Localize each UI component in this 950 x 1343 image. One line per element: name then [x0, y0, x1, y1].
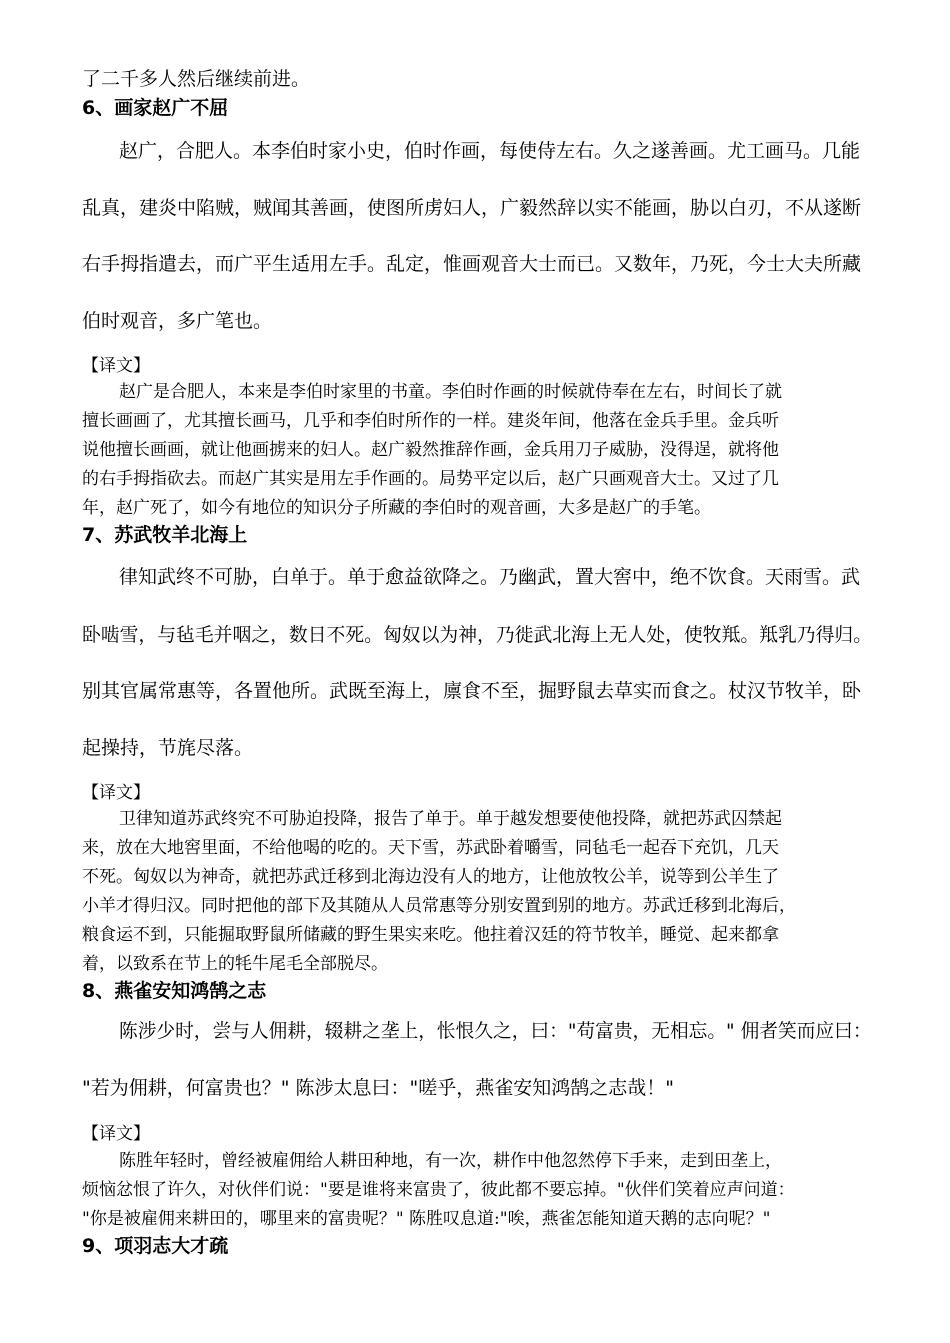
- section-heading-8: 8、燕雀安知鸿鹄之志: [82, 980, 267, 1002]
- original-line: 卧啮雪，与毡毛并咽之，数日不死。匈奴以为神，乃徙武北海上无人处，使牧羝。羝乳乃得归。: [82, 624, 873, 646]
- original-line: 赵广，合肥人。本李伯时家小史，伯时作画，每使侍左右。久之遂善画。尤工画马。几能: [119, 140, 861, 162]
- original-line: 乱真，建炎中陷贼，贼闻其善画，使图所虏妇人，广毅然辞以实不能画，胁以白刃，不从遂断: [82, 197, 862, 219]
- section-heading-9: 9、项羽志大才疏: [82, 1235, 229, 1257]
- translation-line: 赵广是合肥人，本来是李伯时家里的书童。李伯时作画的时候就侍奉在左右，时间长了就: [119, 382, 782, 402]
- translation-line: 粮食运不到，只能掘取野鼠所储藏的野生果实来吃。他拄着汉廷的符节牧羊，睡觉、起来都拿: [82, 925, 779, 945]
- translation-line: 着，以致系在节上的牦牛尾毛全部脱尽。: [82, 954, 388, 974]
- original-line: "若为佣耕，何富贵也？" 陈涉太息曰："嗟乎，燕雀安知鸿鹄之志哉！": [82, 1077, 674, 1099]
- translation-label: 【译文】: [82, 783, 150, 803]
- section-heading-6: 6、画家赵广不屈: [82, 97, 229, 119]
- translation-line: 卫律知道苏武终究不可胁迫投降，报告了单于。单于越发想要使他投降，就把苏武囚禁起: [119, 809, 782, 829]
- translation-label: 【译文】: [82, 1124, 150, 1144]
- translation-label: 【译文】: [82, 356, 150, 376]
- original-line: 别其官属常惠等，各置他所。武既至海上，廪食不至，掘野鼠去草实而食之。杖汉节牧羊，卧: [82, 680, 862, 702]
- translation-line: "你是被雇佣来耕田的，哪里来的富贵呢？" 陈胜叹息道:"唉，燕雀怎能知道天鹅的志向呢？": [82, 1209, 771, 1229]
- translation-line: 陈胜年轻时，曾经被雇佣给人耕田种地，有一次，耕作中他忽然停下手来，走到田垄上，: [119, 1151, 782, 1171]
- original-line: 起操持，节旄尽落。: [82, 737, 254, 759]
- translation-line: 不死。匈奴以为神奇，就把苏武迁移到北海边没有人的地方，让他放牧公羊，说等到公羊生了: [82, 867, 779, 887]
- continuation-line: 了二千多人然后继续前进。: [82, 68, 311, 90]
- translation-line: 擅长画画了，尤其擅长画马，几乎和李伯时所作的一样。建炎年间，他落在金兵手里。金兵听: [82, 411, 779, 431]
- section-heading-7: 7、苏武牧羊北海上: [82, 524, 248, 546]
- original-line: 右手拇指遣去，而广平生适用左手。乱定，惟画观音大士而已。又数年，乃死，今士大夫所藏: [82, 253, 862, 275]
- translation-line: 来，放在大地窖里面，不给他喝的吃的。天下雪，苏武卧着嚼雪，同毡毛一起吞下充饥，几天: [82, 838, 779, 858]
- original-line: 律知武终不可胁，白单于。单于愈益欲降之。乃幽武，置大窖中，绝不饮食。天雨雪。武: [119, 566, 861, 588]
- translation-line: 烦恼忿恨了许久，对伙伴们说："要是谁将来富贵了，彼此都不要忘掉。"伙伴们笑着应声问道：: [82, 1180, 795, 1200]
- translation-line: 年，赵广死了，如今有地位的知识分子所藏的李伯时的观音画，大多是赵广的手笔。: [82, 498, 711, 518]
- original-line: 陈涉少时，尝与人佣耕，辍耕之垄上，怅恨久之，曰："苟富贵，无相忘。" 佣者笑而应曰：: [119, 1020, 872, 1042]
- translation-line: 说他擅长画画，就让他画掳来的妇人。赵广毅然推辞作画，金兵用刀子威胁，没得逞，就将他: [82, 440, 779, 460]
- translation-line: 的右手拇指砍去。而赵广其实是用左手作画的。局势平定以后，赵广只画观音大士。又过了几: [82, 469, 779, 489]
- original-line: 伯时观音，多广笔也。: [82, 310, 273, 332]
- translation-line: 小羊才得归汉。同时把他的部下及其随从人员常惠等分别安置到别的地方。苏武迁移到北海后，: [82, 896, 796, 916]
